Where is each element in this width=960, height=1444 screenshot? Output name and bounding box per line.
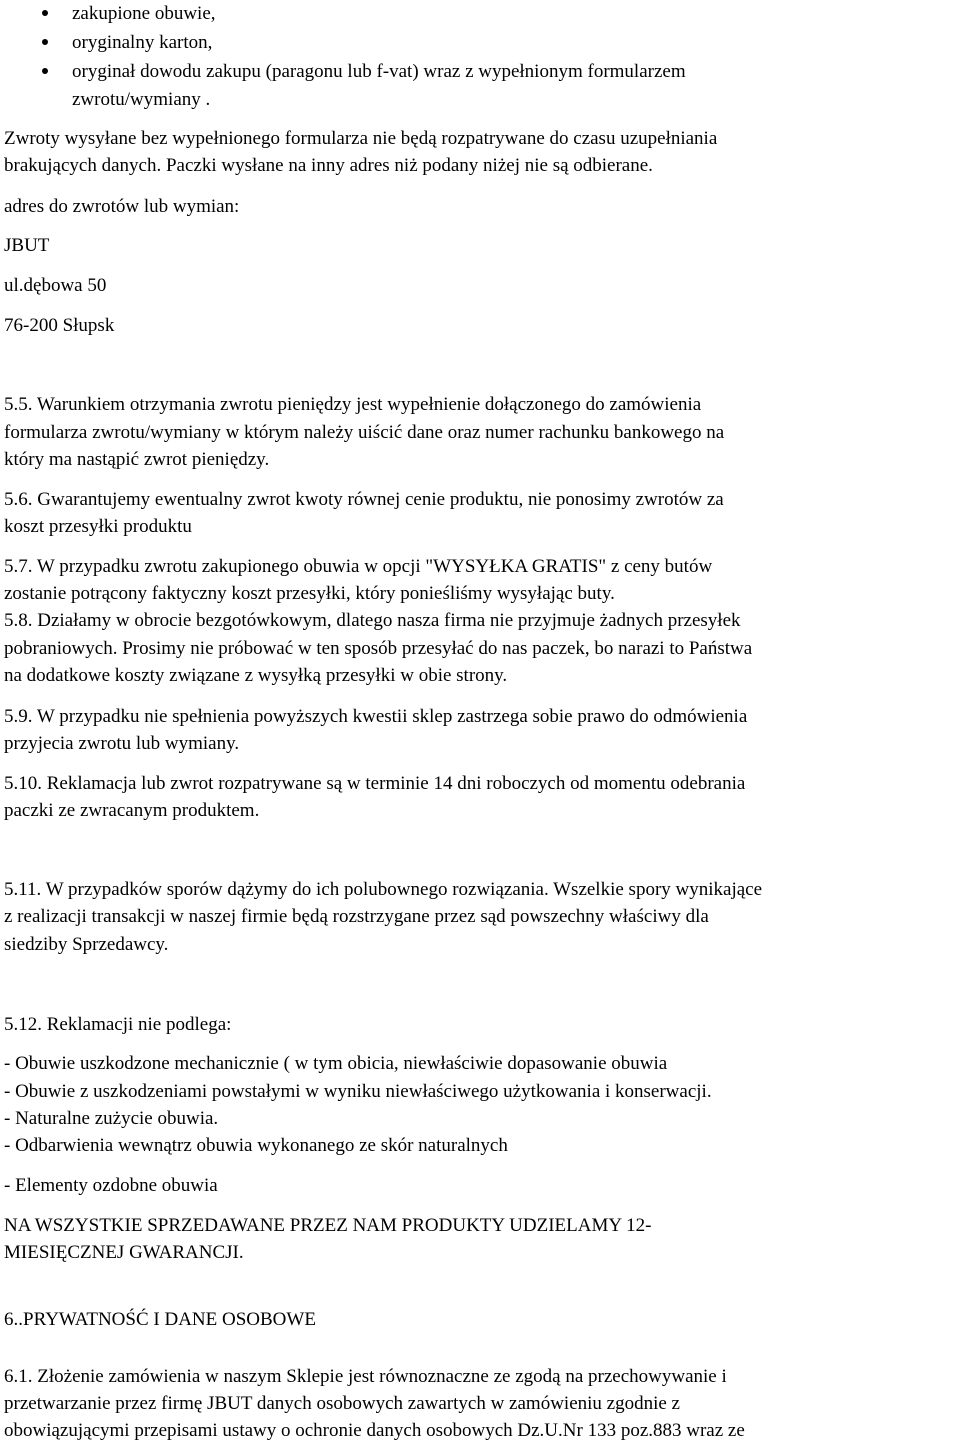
paragraph-line: 6.1. Złożenie zamówienia w naszym Sklepie jest równoznaczne ze zgodą na przechowywanie i: [4, 1366, 727, 1387]
paragraph-line: z realizacji transakcji w naszej firmie będą rozstrzygane przez sąd powszechny właściwy dla: [4, 906, 709, 927]
paragraph-line: przetwarzanie przez firmę JBUT danych osobowych zawartych w zamówieniu zgodnie z: [4, 1393, 680, 1414]
address-street: ul.dębowa 50: [4, 275, 107, 296]
returns-note-line: Zwroty wysyłane bez wypełnionego formularza nie będą rozpatrywane do czasu uzupełniania: [4, 128, 718, 149]
bullet-icon: [42, 68, 48, 74]
paragraph-line: 5.11. W przypadków sporów dążymy do ich polubownego rozwiązania. Wszelkie spory wynikające: [4, 879, 763, 900]
list-item: - Naturalne zużycie obuwia.: [4, 1108, 219, 1129]
paragraph-line: przyjecia zwrotu lub wymiany.: [4, 733, 240, 754]
paragraph-line: obowiązującymi przepisami ustawy o ochronie danych osobowych Dz.U.Nr 133 poz.883 wraz ze: [4, 1420, 745, 1441]
section-heading: 5.12. Reklamacji nie podlega:: [4, 1014, 232, 1035]
address-heading: adres do zwrotów lub wymian:: [4, 196, 240, 217]
list-item: - Elementy ozdobne obuwia: [4, 1175, 218, 1196]
list-item-text: zakupione obuwie,: [72, 3, 216, 24]
paragraph-line: 5.9. W przypadku nie spełnienia powyższych kwestii sklep zastrzega sobie prawo do odmówienia: [4, 706, 748, 727]
address-company: JBUT: [4, 235, 50, 256]
warranty-line: MIESIĘCZNEJ GWARANCJI.: [4, 1242, 244, 1263]
returns-note-line: brakujących danych. Paczki wysłane na inny adres niż podany niżej nie są odbierane.: [4, 155, 653, 176]
paragraph-line: siedziby Sprzedawcy.: [4, 934, 169, 955]
bullet-icon: [42, 39, 48, 45]
paragraph-line: pobraniowych. Prosimy nie próbować w ten sposób przesyłać do nas paczek, bo narazi to Państwa: [4, 638, 753, 659]
paragraph-line: formularza zwrotu/wymiany w którym należy uiścić dane oraz numer rachunku bankowego na: [4, 422, 725, 443]
paragraph-line: 5.6. Gwarantujemy ewentualny zwrot kwoty równej cenie produktu, nie ponosimy zwrotów za: [4, 489, 724, 510]
paragraph-line: 5.7. W przypadku zwrotu zakupionego obuwia w opcji "WYSYŁKA GRATIS" z ceny butów: [4, 556, 713, 577]
paragraph-line: zostanie potrącony faktyczny koszt przesyłki, który ponieśliśmy wysyłając buty.: [4, 583, 615, 604]
list-item-text: oryginał dowodu zakupu (paragonu lub f-vat) wraz z wypełnionym formularzem: [72, 61, 686, 82]
paragraph-line: 5.5. Warunkiem otrzymania zwrotu pieniędzy jest wypełnienie dołączonego do zamówienia: [4, 394, 702, 415]
list-item: - Obuwie z uszkodzeniami powstałymi w wyniku niewłaściwego użytkowania i konserwacji.: [4, 1081, 712, 1102]
paragraph-line: 5.10. Reklamacja lub zwrot rozpatrywane są w terminie 14 dni roboczych od momentu odebrania: [4, 773, 746, 794]
list-item-text: oryginalny karton,: [72, 32, 213, 53]
paragraph-line: na dodatkowe koszty związane z wysyłką przesyłki w obie strony.: [4, 665, 508, 686]
list-item: - Odbarwienia wewnątrz obuwia wykonanego ze skór naturalnych: [4, 1135, 508, 1156]
paragraph-line: 5.8. Działamy w obrocie bezgotówkowym, dlatego nasza firma nie przyjmuje żadnych przesyłek: [4, 610, 741, 631]
warranty-line: NA WSZYSTKIE SPRZEDAWANE PRZEZ NAM PRODUKTY UDZIELAMY 12-: [4, 1215, 652, 1236]
address-city: 76-200 Słupsk: [4, 315, 115, 336]
paragraph-line: który ma nastąpić zwrot pieniędzy.: [4, 449, 270, 470]
bullet-icon: [42, 10, 48, 16]
list-item: - Obuwie uszkodzone mechanicznie ( w tym obicia, niewłaściwie dopasowanie obuwia: [4, 1053, 668, 1074]
paragraph-line: koszt przesyłki produktu: [4, 516, 192, 537]
list-item-text: zwrotu/wymiany .: [72, 89, 211, 110]
paragraph-line: paczki ze zwracanym produktem.: [4, 800, 260, 821]
section-heading: 6..PRYWATNOŚĆ I DANE OSOBOWE: [4, 1309, 316, 1330]
